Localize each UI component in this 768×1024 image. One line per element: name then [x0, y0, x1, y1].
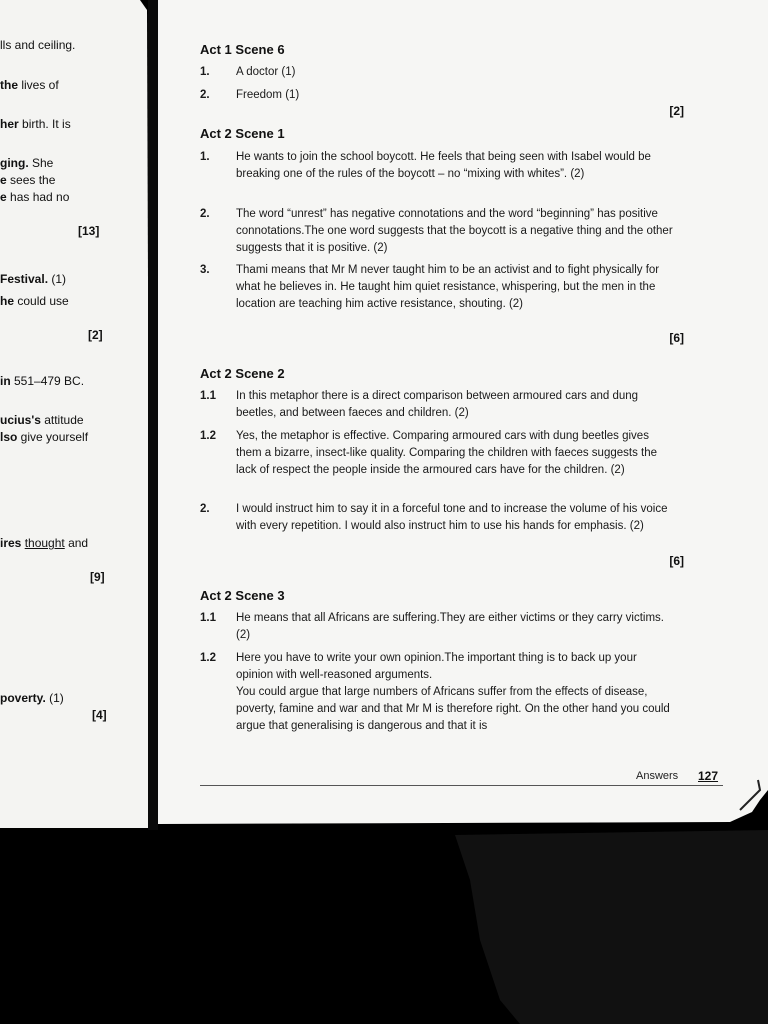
item-number: 1. — [200, 66, 210, 78]
answer-item — [200, 388, 680, 423]
answer-item — [200, 428, 680, 498]
scan-shadow-edge — [455, 830, 768, 1024]
left-line: lls and ceiling. — [0, 38, 76, 52]
item-number: 2. — [200, 89, 210, 101]
left-line: ucius's attitude — [0, 413, 84, 427]
left-mark: [13] — [78, 224, 100, 238]
item-text: He means that all Africans are suffering.They are either victims or they carry victims. (2) — [236, 612, 664, 641]
answer-item — [200, 610, 680, 645]
footer-label: Answers — [636, 770, 679, 782]
item-text: Yes, the metaphor is effective. Comparing armoured cars with dung beetles gives them a bizarre, insect-like quality. Comparing the children with faeces suggests the lack of respect the people inside the armoured cars have for the children. (2) — [236, 430, 658, 476]
item-number: 2. — [200, 208, 210, 220]
item-text: Freedom (1) — [236, 89, 300, 101]
left-line: in 551–479 BC. — [0, 374, 85, 388]
left-mark: [4] — [92, 708, 107, 722]
answer-item — [200, 64, 680, 81]
left-line: e sees the — [0, 173, 56, 187]
item-text: A doctor (1) — [236, 66, 296, 78]
footer-rule — [200, 785, 723, 786]
section-title: Act 2 Scene 1 — [200, 126, 285, 141]
left-line: the lives of — [0, 78, 59, 92]
item-number: 1.2 — [200, 652, 216, 664]
main-page — [160, 0, 720, 820]
item-text: I would instruct him to say it in a forceful tone and to increase the volume of his voice with every repetition. I would also instruct him to use his hands for emphasis. (2) — [236, 503, 668, 532]
left-mark: [9] — [90, 570, 105, 584]
item-number: 1. — [200, 151, 210, 163]
answer-item — [200, 262, 680, 332]
left-line: poverty. (1) — [0, 691, 64, 705]
item-number: 2. — [200, 503, 210, 515]
item-number: 1.2 — [200, 430, 216, 442]
left-line: her birth. It is — [0, 117, 71, 131]
section-title: Act 1 Scene 6 — [200, 42, 285, 57]
page-gutter — [148, 0, 158, 830]
item-number: 1.1 — [200, 612, 216, 624]
marks-total: [2] — [669, 104, 684, 118]
section-title: Act 2 Scene 3 — [200, 588, 285, 603]
left-mark: [2] — [88, 328, 103, 342]
answer-item — [200, 87, 680, 104]
left-line: lso give yourself — [0, 430, 89, 444]
item-number: 3. — [200, 264, 210, 276]
left-line: ging. She — [0, 156, 54, 170]
item-text: Here you have to write your own opinion.The important thing is to back up your opinion with well-reasoned arguments. You could argue that large numbers of Africans suffer from the effects of disease, poverty, famine and war and that Mr M is therefore right. On the other hand you could argue that generalising is dangerous and that it is — [236, 652, 670, 732]
left-line: e has had no — [0, 190, 70, 204]
section-title: Act 2 Scene 2 — [200, 366, 285, 381]
left-line: Festival. (1) — [0, 272, 67, 286]
answer-item — [200, 501, 680, 553]
item-text: Thami means that Mr M never taught him to be an activist and to fight physically for what he believes in. He taught him quiet resistance, whispering, but the men in the location are teaching him active resistance, shouting. (2) — [236, 264, 660, 310]
answer-item — [200, 149, 680, 201]
marks-total: [6] — [669, 554, 684, 568]
item-text: In this metaphor there is a direct comparison between armoured cars and dung beetles, and between faeces and children. (2) — [236, 390, 639, 419]
left-line: he could use — [0, 294, 69, 308]
item-text: The word “unrest” has negative connotations and the word “beginning” has positive connotations.The one word suggests that the boycott is a negative thing and the other suggests that it is positive. (2) — [236, 208, 673, 254]
item-number: 1.1 — [200, 390, 216, 402]
answer-item — [200, 650, 680, 738]
item-text: He wants to join the school boycott. He feels that being seen with Isabel would be breaking one of the rules of the boycott – no “mixing with whites”. (2) — [236, 151, 651, 180]
page-number: 127 — [698, 769, 719, 783]
marks-total: [6] — [669, 331, 684, 345]
left-line: ires thought and — [0, 536, 89, 550]
answer-item — [200, 206, 680, 258]
